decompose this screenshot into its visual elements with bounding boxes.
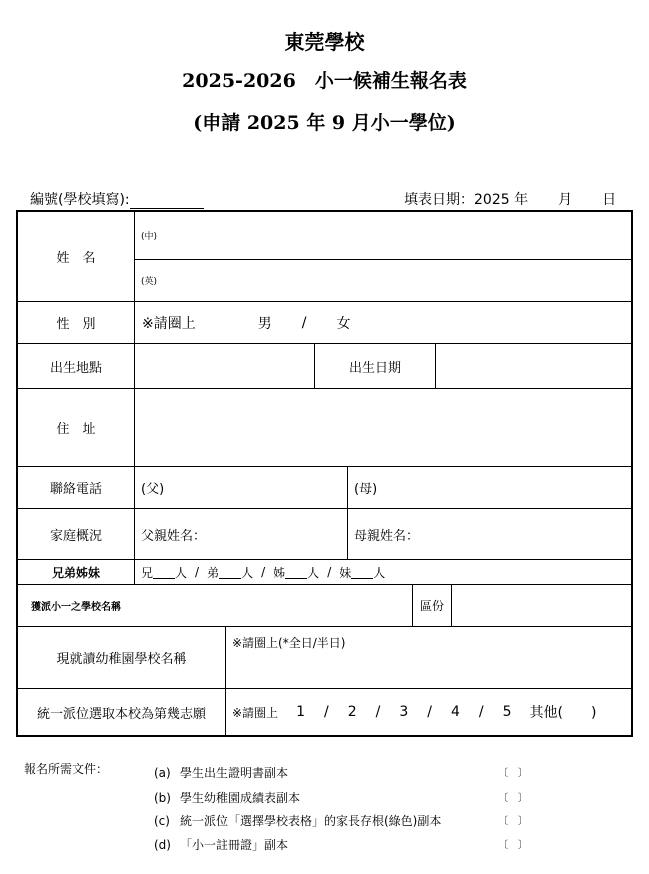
name-chinese-field[interactable]: (中) [141,232,158,242]
serial-blank[interactable] [130,194,204,209]
elder-brother-label: 兄 [141,565,154,580]
slash: / [478,704,484,720]
fill-date [404,189,616,209]
choice-row [232,689,596,735]
slash: / [261,565,266,579]
choice-label: 統一派位選取本校為第幾志願 [36,706,206,722]
document-item [154,764,288,781]
younger-sister-blank[interactable] [351,566,373,579]
birthplace-label: 出生地點 [49,360,102,376]
gender-label: 性 別 [56,317,96,332]
document-item [154,789,300,806]
gender-male-option[interactable]: 男 [257,315,272,332]
gender-row [142,302,350,343]
younger-brother-label: 弟 [207,565,220,580]
siblings-row [141,560,385,584]
elder-sister-blank[interactable] [285,566,307,579]
document-letter: (b) [154,791,171,805]
father-name-field[interactable]: 父親姓名： [141,528,207,544]
address-field[interactable] [135,389,631,466]
choice-4[interactable]: 4 [450,704,460,720]
document-letter: (a) [154,766,171,780]
address-label: 住 址 [56,422,96,437]
date-label: 填表日期：2025 年 [404,192,529,208]
document-item [154,812,441,829]
unit-label: 人 [175,565,188,580]
document-letter: (c) [154,814,170,828]
choice-prompt: ※請圈上 [232,705,279,720]
choice-1[interactable]: 1 [296,704,305,720]
school-name: 東莞學校 [284,30,365,54]
document-text: 統一派位「選擇學校表格」的家長存根(綠色)副本 [180,814,442,828]
gender-slash: / [301,314,307,331]
birthplace-field[interactable] [135,344,314,388]
document-checkbox[interactable]: 〔 〕 [498,793,528,804]
unit-label: 人 [373,565,386,580]
slash: / [375,704,381,720]
name-english-field[interactable]: (英) [141,277,158,287]
date-month: 月 [558,192,573,208]
choice-3[interactable]: 3 [399,704,409,720]
slash: / [195,565,200,579]
choice-5[interactable]: 5 [502,704,512,720]
document-checkbox[interactable]: 〔 〕 [498,816,528,827]
phone-label: 聯絡電話 [49,482,102,497]
elder-brother-blank[interactable] [153,566,175,579]
birthdate-field[interactable] [436,344,631,388]
assigned-school-label: 獲派小一之學校名稱 [31,602,121,613]
slash: / [327,565,332,579]
gender-female-option[interactable]: 女 [336,315,351,332]
serial-label: 編號(學校填寫): [30,192,130,208]
district-field[interactable] [452,585,631,626]
kindergarten-label: 現就讀幼稚園學校名稱 [56,652,187,667]
unit-label: 人 [307,565,320,580]
kindergarten-prompt[interactable]: ※請圈上(*全日/半日) [232,635,346,650]
younger-sister-label: 妹 [339,565,352,580]
phone-mother-field[interactable]: (母) [354,482,378,497]
assigned-school-field[interactable] [135,585,412,626]
application-form-table [16,210,633,737]
family-label: 家庭概況 [49,528,102,544]
document-text: 學生出生證明書副本 [180,766,289,780]
mother-name-field[interactable]: 母親姓名： [354,528,420,544]
unit-label: 人 [241,565,254,580]
elder-sister-label: 姊 [273,565,286,580]
choice-2[interactable]: 2 [347,704,357,720]
document-text: 學生幼稚園成績表副本 [180,791,301,805]
birthdate-label: 出生日期 [348,360,401,376]
serial-number-field [30,189,204,209]
document-text: 「小一註冊證」副本 [180,838,289,852]
slash: / [323,704,329,720]
siblings-label: 兄弟姊妹 [51,565,100,580]
gender-prompt: ※請圈上 [142,315,196,332]
document-checkbox[interactable]: 〔 〕 [498,840,528,851]
district-label: 區份 [419,599,444,613]
choice-other[interactable]: 其他( ) [529,705,597,721]
slash: / [427,704,432,720]
document-item [154,836,288,853]
form-subtitle: (申請 2025 年 9 月小一學位) [193,112,456,134]
documents-label: 報名所需文件： [24,762,109,776]
document-letter: (d) [154,838,171,852]
document-checkbox[interactable]: 〔 〕 [498,768,528,779]
form-title: 2025-2026 小一候補生報名表 [182,70,467,92]
date-day: 日 [602,192,617,208]
younger-brother-blank[interactable] [219,566,241,579]
phone-father-field[interactable]: (父) [141,482,165,497]
name-label: 姓 名 [56,251,96,266]
